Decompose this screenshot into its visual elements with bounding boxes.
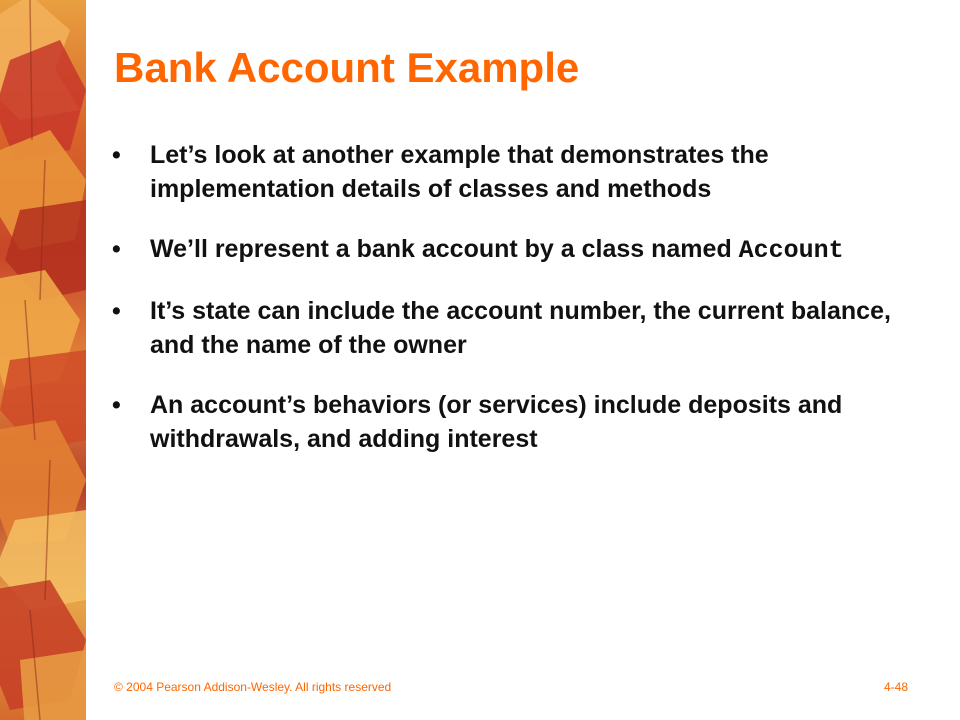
- bullet-list: [110, 138, 940, 482]
- bullet-marker: •: [112, 391, 121, 419]
- bullet-marker: •: [112, 141, 121, 169]
- bullet-text: It’s state can include the account number, the current balance, and the name of the owner: [150, 297, 891, 359]
- bullet-item: [110, 294, 940, 362]
- bullet-text: We’ll represent a bank account by a class named: [150, 235, 739, 263]
- copyright-footer: © 2004 Pearson Addison-Wesley. All rights reserved: [114, 680, 392, 694]
- autumn-leaves-image: [0, 0, 86, 720]
- slide-number: 4-48: [883, 680, 908, 694]
- bullet-item: [110, 388, 940, 456]
- bullet-item: [110, 138, 940, 206]
- bullet-marker: •: [112, 297, 121, 325]
- bullet-marker: •: [112, 235, 121, 263]
- slide-title: Bank Account Example: [114, 44, 580, 91]
- bullet-text: An account’s behaviors (or services) include deposits and withdrawals, and adding interest: [150, 391, 843, 453]
- class-name-code: Account: [738, 236, 844, 265]
- autumn-leaves-art: [0, 0, 86, 720]
- bullet-item: [110, 232, 940, 268]
- bullet-text: Let’s look at another example that demonstrates the implementation details of classes and methods: [150, 141, 769, 203]
